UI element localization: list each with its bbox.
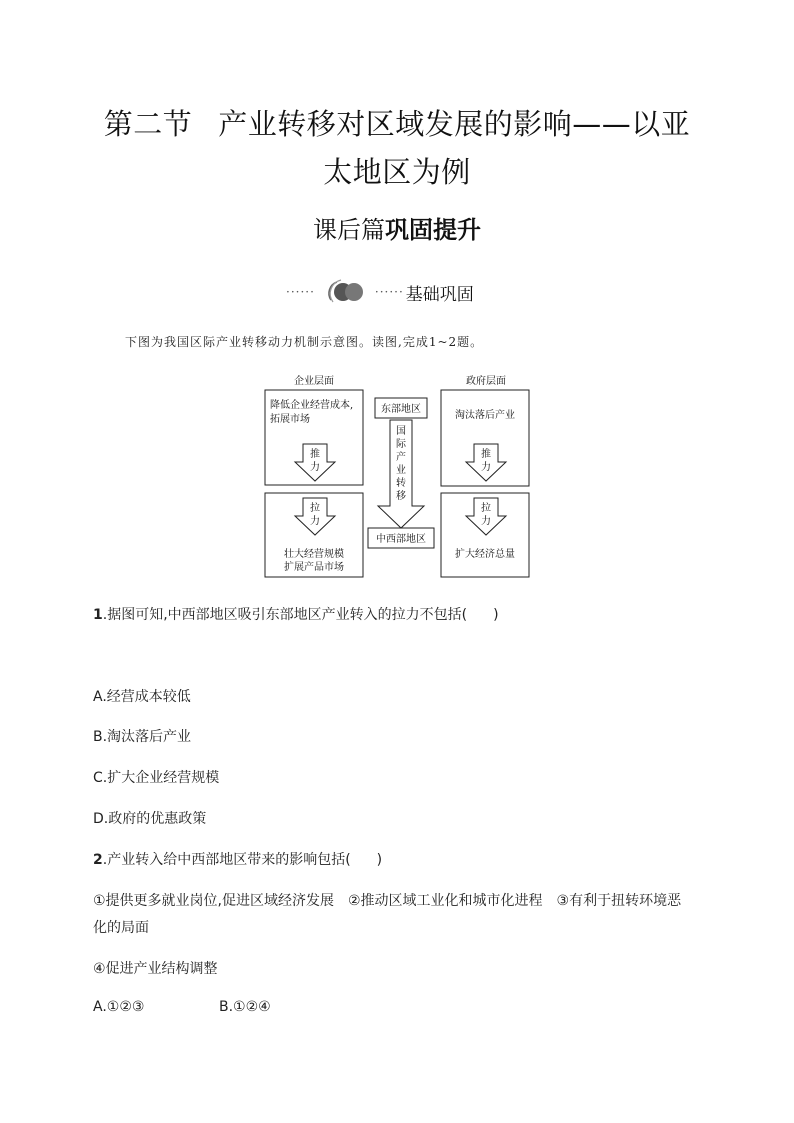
left-bottom-text-1: 壮大经营规模: [284, 549, 344, 560]
subtitle-normal: 课后篇: [313, 216, 385, 244]
section-logo-icon: [321, 278, 369, 306]
question-2-stem: [93, 849, 382, 869]
section-dots-left: ······: [286, 285, 315, 299]
transfer-char-3: 产: [396, 452, 406, 463]
question-2-option-a[interactable]: A.①②③: [93, 999, 145, 1015]
title-line-2: 太地区为例: [323, 155, 471, 189]
question-1-option-b[interactable]: B.淘汰落后产业: [93, 729, 192, 745]
subtitle-bold: 巩固提升: [385, 216, 481, 244]
question-1-text: .据图可知,中西部地区吸引东部地区产业转入的拉力不包括(: [102, 607, 468, 623]
industry-transfer-diagram: [262, 370, 532, 580]
question-1-option-c[interactable]: C.扩大企业经营规模: [93, 770, 220, 786]
title-line-1: [90, 100, 704, 148]
left-top-text-2: 拓展市场: [270, 414, 310, 425]
page-subtitle: [0, 212, 794, 248]
left-heading: 企业层面: [294, 376, 334, 387]
question-1-option-d[interactable]: D.政府的优惠政策: [93, 811, 207, 827]
title-section-number: 第二节: [103, 107, 193, 141]
left-bottom-text-2: 扩展产品市场: [284, 562, 344, 573]
left-pull-char-1: 拉: [310, 503, 320, 514]
question-2-number: 2: [93, 852, 103, 868]
question-2-statement-line-2: 化的局面: [93, 920, 149, 936]
left-pull-char-2: 力: [310, 516, 320, 527]
right-push-char-2: 力: [481, 462, 491, 473]
question-2-statement-line-3: ④促进产业结构调整: [93, 961, 218, 977]
east-region-label: 东部地区: [381, 404, 421, 415]
question-1-option-a[interactable]: A.经营成本较低: [93, 689, 191, 705]
right-pull-char-1: 拉: [481, 503, 491, 514]
title-topic: 产业转移对区域发展的影响——以亚: [218, 107, 691, 141]
intro-text: 下图为我国区际产业转移动力机制示意图。读图,完成1~2题。: [125, 335, 484, 349]
transfer-char-4: 业: [396, 465, 406, 476]
page-title: [90, 100, 704, 196]
question-1-number: 1: [93, 607, 103, 623]
transfer-char-6: 移: [396, 491, 406, 502]
question-2-close: ): [376, 852, 383, 868]
transfer-char-5: 转: [396, 478, 406, 489]
left-push-char-1: 推: [310, 449, 320, 460]
right-pull-char-2: 力: [481, 516, 491, 527]
right-push-char-1: 推: [481, 449, 491, 460]
section-label: 基础巩固: [405, 284, 474, 305]
transfer-char-2: 际: [396, 439, 406, 450]
question-1-close: ): [493, 607, 499, 623]
left-push-char-2: 力: [310, 462, 320, 473]
question-2-text: .产业转入给中西部地区带来的影响包括(: [102, 852, 351, 868]
section-dots-right: ······: [374, 285, 404, 299]
question-2-option-b[interactable]: B.①②④: [219, 999, 271, 1015]
right-top-text: 淘汰落后产业: [455, 410, 515, 421]
mid-west-region-label: 中西部地区: [376, 534, 426, 545]
right-bottom-text: 扩大经济总量: [455, 549, 515, 560]
right-heading: 政府层面: [466, 376, 506, 387]
left-top-text-1: 降低企业经营成本,: [270, 400, 354, 411]
question-1-stem: [93, 604, 499, 624]
question-2-statement-line-1: ①提供更多就业岗位,促进区域经济发展 ②推动区域工业化和城市化进程 ③有利于扭转环境恶: [93, 893, 682, 909]
transfer-char-1: 国: [396, 426, 406, 437]
section-heading: [286, 278, 474, 306]
